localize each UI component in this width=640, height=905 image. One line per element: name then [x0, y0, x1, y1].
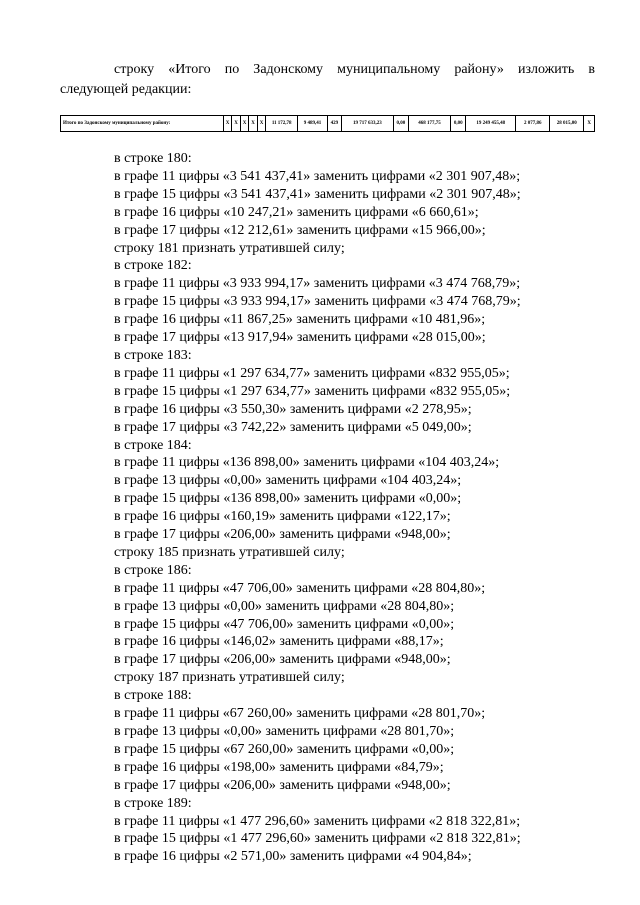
amendment-line: в графе 11 цифры «3 541 437,41» заменить цифрами «2 301 907,48»;: [114, 168, 521, 184]
amendment-line: в графе 11 цифры «1 477 296,60» заменить цифрами «2 818 322,81»;: [114, 813, 521, 829]
amendment-line: строку 187 признать утратившей силу;: [114, 670, 345, 686]
intro-paragraph: [60, 60, 595, 100]
amendment-line: в графе 16 цифры «160,19» заменить цифрами «122,17»;: [114, 509, 451, 525]
amendment-line: в графе 16 цифры «2 571,00» заменить цифрами «4 904,84»;: [114, 849, 472, 865]
amendment-line: в графе 11 цифры «1 297 634,77» заменить цифрами «832 955,05»;: [114, 365, 510, 381]
amendment-line: в графе 15 цифры «3 541 437,41» заменить цифрами «2 301 907,48»;: [114, 186, 521, 202]
summary-cell-label: Итого по Задонскому муниципальному району:: [61, 116, 224, 132]
summary-cell: X: [584, 116, 595, 132]
amendment-line: в графе 16 цифры «10 247,21» заменить цифрами «6 660,61»;: [114, 204, 479, 220]
amendment-line: в графе 15 цифры «1 477 296,60» заменить цифрами «2 818 322,81»;: [114, 831, 521, 847]
amendment-line: в графе 17 цифры «12 212,61» заменить цифрами «15 966,00»;: [114, 222, 486, 238]
amendment-line: в графе 17 цифры «206,00» заменить цифрами «948,00»;: [114, 652, 451, 668]
summary-cell: 0,00: [393, 116, 408, 132]
amendment-line: в строке 182:: [114, 258, 192, 274]
amendment-line: в графе 11 цифры «67 260,00» заменить цифрами «28 801,70»;: [114, 706, 486, 722]
summary-cell: 468 177,75: [408, 116, 451, 132]
amendment-line: в графе 13 цифры «0,00» заменить цифрами «28 804,80»;: [114, 598, 455, 614]
summary-table: [60, 115, 595, 132]
summary-cell: 429: [327, 116, 341, 132]
amendment-line: в строке 184:: [114, 437, 192, 453]
summary-cell: 28 015,00: [550, 116, 584, 132]
amendment-line: в графе 15 цифры «67 260,00» заменить цифрами «0,00»;: [114, 741, 455, 757]
summary-row: [61, 116, 595, 132]
intro-line-1: строку «Итого по Задонскому муниципальному району» изложить в: [114, 62, 595, 77]
amendment-list: [114, 150, 521, 866]
summary-cell: X: [223, 116, 232, 132]
amendment-line: в графе 16 цифры «198,00» заменить цифрами «84,79»;: [114, 759, 444, 775]
amendment-line: в графе 16 цифры «11 867,25» заменить цифрами «10 481,96»;: [114, 312, 486, 328]
intro-line-2: следующей редакции:: [60, 82, 192, 97]
summary-cell: 11 172,78: [266, 116, 298, 132]
summary-cell: X: [232, 116, 241, 132]
amendment-line: в графе 17 цифры «206,00» заменить цифрами «948,00»;: [114, 527, 451, 543]
amendment-line: строку 185 признать утратившей силу;: [114, 544, 345, 560]
summary-cell: 0,00: [451, 116, 466, 132]
amendment-line: в графе 13 цифры «0,00» заменить цифрами «28 801,70»;: [114, 724, 455, 739]
amendment-line: в графе 17 цифры «13 917,94» заменить цифрами «28 015,00»;: [114, 330, 486, 346]
summary-cell: 9 489,41: [298, 116, 328, 132]
amendment-line: в строке 188:: [114, 688, 192, 704]
amendment-line: в графе 11 цифры «47 706,00» заменить цифрами «28 804,80»;: [114, 580, 486, 596]
amendment-line: в строке 180:: [114, 151, 192, 166]
amendment-line: в графе 15 цифры «136 898,00» заменить цифрами «0,00»;: [114, 491, 462, 507]
amendment-line: строку 181 признать утратившей силу;: [114, 240, 345, 256]
summary-cell: 2 077,86: [516, 116, 550, 132]
amendment-line: в графе 11 цифры «3 933 994,17» заменить цифрами «3 474 768,79»;: [114, 276, 521, 292]
amendment-line: в строке 183:: [114, 347, 192, 363]
summary-cell: X: [249, 116, 258, 132]
summary-cell: X: [240, 116, 249, 132]
amendment-line: в графе 16 цифры «3 550,30» заменить цифрами «2 278,95»;: [114, 401, 472, 417]
amendment-line: в графе 17 цифры «3 742,22» заменить цифрами «5 049,00»;: [114, 419, 472, 435]
amendment-line: в строке 186:: [114, 562, 192, 578]
amendment-line: в графе 13 цифры «0,00» заменить цифрами «104 403,24»;: [114, 473, 462, 489]
amendment-line: в графе 16 цифры «146,02» заменить цифрами «88,17»;: [114, 634, 444, 650]
amendment-line: в графе 11 цифры «136 898,00» заменить цифрами «104 403,24»;: [114, 455, 500, 471]
amendment-line: в графе 15 цифры «1 297 634,77» заменить цифрами «832 955,05»;: [114, 383, 511, 399]
summary-cell: 19 717 633,23: [341, 116, 393, 132]
amendment-line: в графе 15 цифры «3 933 994,17» заменить цифрами «3 474 768,79»;: [114, 294, 521, 310]
summary-cell: X: [257, 116, 266, 132]
amendment-line: в графе 17 цифры «206,00» заменить цифрами «948,00»;: [114, 777, 451, 793]
amendment-line: в графе 15 цифры «47 706,00» заменить цифрами «0,00»;: [114, 616, 455, 632]
summary-cell: 19 249 455,48: [466, 116, 516, 132]
amendment-line: в строке 189:: [114, 795, 192, 811]
